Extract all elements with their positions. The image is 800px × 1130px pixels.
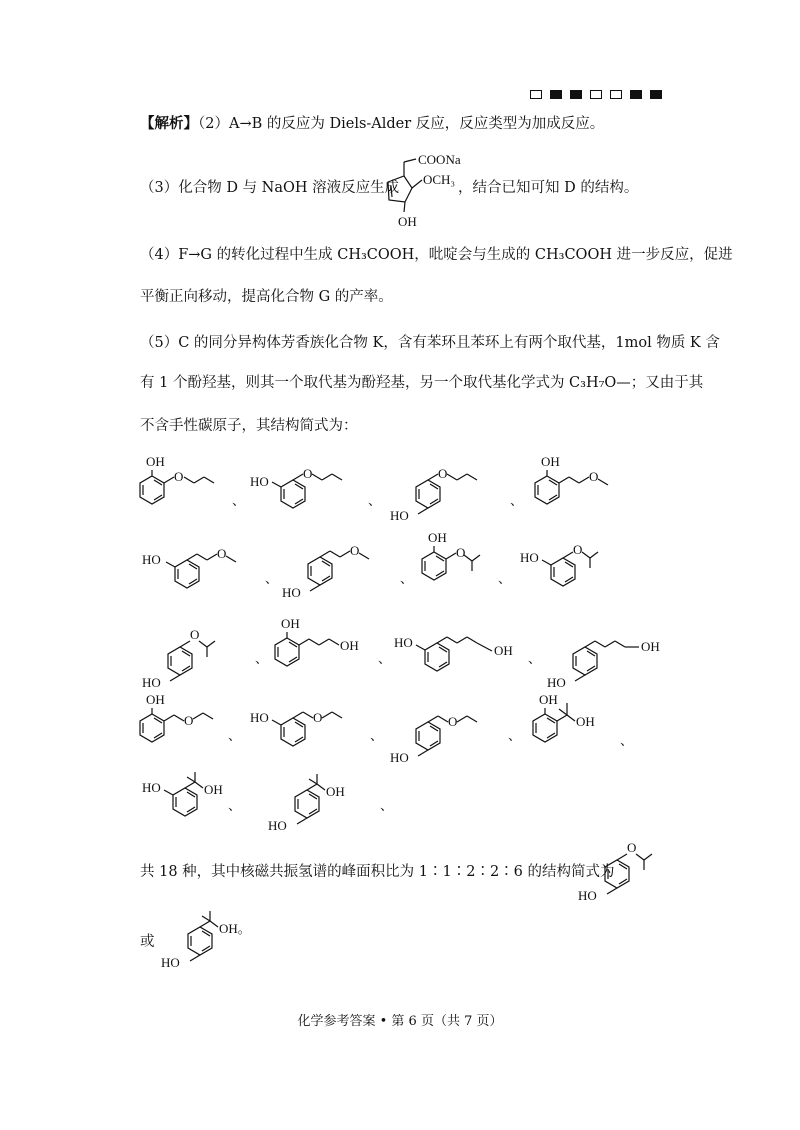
ho-label: HO [547, 675, 566, 690]
paragraph-4-line-1: （4）F→G 的转化过程中生成 CH₃COOH，吡啶会与生成的 CH₃COOH 进一步反应，促进 [140, 247, 733, 263]
header-mark [550, 90, 562, 99]
o-label: O [174, 469, 184, 484]
isomer-structure [545, 625, 685, 695]
structure-sodium-salt [374, 150, 464, 230]
coona-label: COONa [418, 152, 461, 167]
header-mark [570, 90, 582, 99]
ho-label: HO [142, 675, 161, 690]
separator: 、 [255, 652, 269, 667]
separator: 、 [370, 729, 384, 744]
ho-label: HO [268, 818, 287, 833]
separator: 、 [400, 572, 414, 587]
oh-label: OH [281, 616, 300, 631]
o-label: O [313, 710, 323, 725]
paragraph-5-line-1: （5）C 的同分异构体芳香族化合物 K，含有苯环且苯环上有两个取代基，1mol 物质 K 含 [140, 335, 720, 351]
isomer-structure [412, 528, 507, 600]
isomer-structure [388, 700, 518, 770]
o-label: O [350, 543, 360, 558]
oh-label: OH [541, 454, 560, 469]
o-label: O [438, 466, 448, 481]
o-label: O [217, 546, 227, 561]
oh-label: OH [204, 782, 223, 797]
analysis-label: 【解析】 [140, 115, 198, 132]
paragraph-2-text: （2）A→B 的反应为 Diels-Alder 反应，反应类型为加成反应。 [198, 116, 605, 132]
ho-label: HO [578, 888, 597, 903]
header-mark [590, 90, 602, 99]
paragraph-4-line-2: 平衡正向移动，提高化合物 G 的产率。 [140, 289, 393, 305]
isomer-structure [140, 770, 265, 830]
header-mark [650, 90, 662, 99]
isomer-structure [248, 700, 378, 760]
separator: 、 [368, 494, 382, 509]
separator: 、 [528, 652, 542, 667]
isomer-structure [248, 460, 378, 530]
separator: 、 [228, 799, 242, 814]
isomer-structure [518, 540, 638, 600]
header-mark [630, 90, 642, 99]
isomer-structure [525, 450, 640, 525]
isomer-structure [528, 688, 638, 763]
o-label: O [303, 466, 313, 481]
separator: 、 [228, 729, 242, 744]
o-label: O [573, 542, 583, 557]
answer-structure-2 [155, 905, 275, 975]
och3-label: OCH₃ [423, 172, 455, 187]
answer-structure-1 [572, 838, 692, 908]
separator: 、 [508, 729, 522, 744]
oh-label: OH [398, 214, 417, 229]
paragraph-2 [140, 114, 604, 134]
isomer-structure [262, 768, 387, 838]
oh-label: OH [326, 784, 345, 799]
isomer-structure [280, 535, 410, 605]
separator: 、 [498, 572, 512, 587]
oh-label: OH [146, 692, 165, 707]
o-label: O [589, 469, 599, 484]
oh-label: OH [340, 638, 359, 653]
isomer-structure [140, 625, 270, 697]
oh-label: OH [641, 639, 660, 654]
ho-label: HO [142, 780, 161, 795]
ho-label: HO [161, 955, 180, 970]
paragraph-5-line-3: 不含手性碳原子，其结构简式为： [140, 418, 358, 434]
header-mark [530, 90, 542, 99]
isomer-structure [388, 460, 518, 530]
separator: 、 [265, 572, 279, 587]
separator: 、 [232, 494, 246, 509]
ho-label: HO [250, 474, 269, 489]
oh-label: OH [539, 692, 558, 707]
o-label: O [448, 714, 458, 729]
oh-period-label: OH。 [219, 921, 251, 936]
separator: 、 [378, 652, 392, 667]
o-label: O [190, 627, 200, 642]
o-label: O [456, 545, 466, 560]
ho-label: HO [520, 550, 539, 565]
paragraph-5-line-2: 有 1 个酚羟基，则其一个取代基为酚羟基，另一个取代基化学式为 C₃H₇O—；又由于其 [140, 375, 704, 391]
ho-label: HO [250, 710, 269, 725]
isomer-structure [135, 450, 250, 525]
ho-label: HO [394, 635, 413, 650]
page-footer: 化学参考答案 • 第 6 页（共 7 页） [297, 1014, 503, 1029]
oh-label: OH [146, 454, 165, 469]
ho-label: HO [142, 552, 161, 567]
ho-label: HO [282, 585, 301, 600]
paragraph-3-before: （3）化合物 D 与 NaOH 溶液反应生成 [140, 180, 400, 196]
ho-label: HO [390, 508, 409, 523]
oh-label: OH [428, 530, 447, 545]
separator: 、 [380, 799, 394, 814]
separator: 、 [620, 734, 634, 749]
oh-label: OH [576, 714, 595, 729]
or-text: 或 [140, 934, 155, 950]
isomer-structure [140, 542, 275, 602]
oh-label: OH [494, 643, 513, 658]
o-label: O [184, 713, 194, 728]
header-marks [530, 90, 662, 99]
isomer-structure [392, 625, 537, 685]
o-label: O [627, 840, 637, 855]
header-mark [610, 90, 622, 99]
ho-label: HO [390, 750, 409, 765]
separator: 、 [510, 494, 524, 509]
conclusion-text: 共 18 种，其中核磁共振氢谱的峰面积比为 1∶1∶2∶2∶6 的结构简式为 [140, 864, 615, 880]
paragraph-3-after: ，结合已知可知 D 的结构。 [458, 180, 639, 196]
